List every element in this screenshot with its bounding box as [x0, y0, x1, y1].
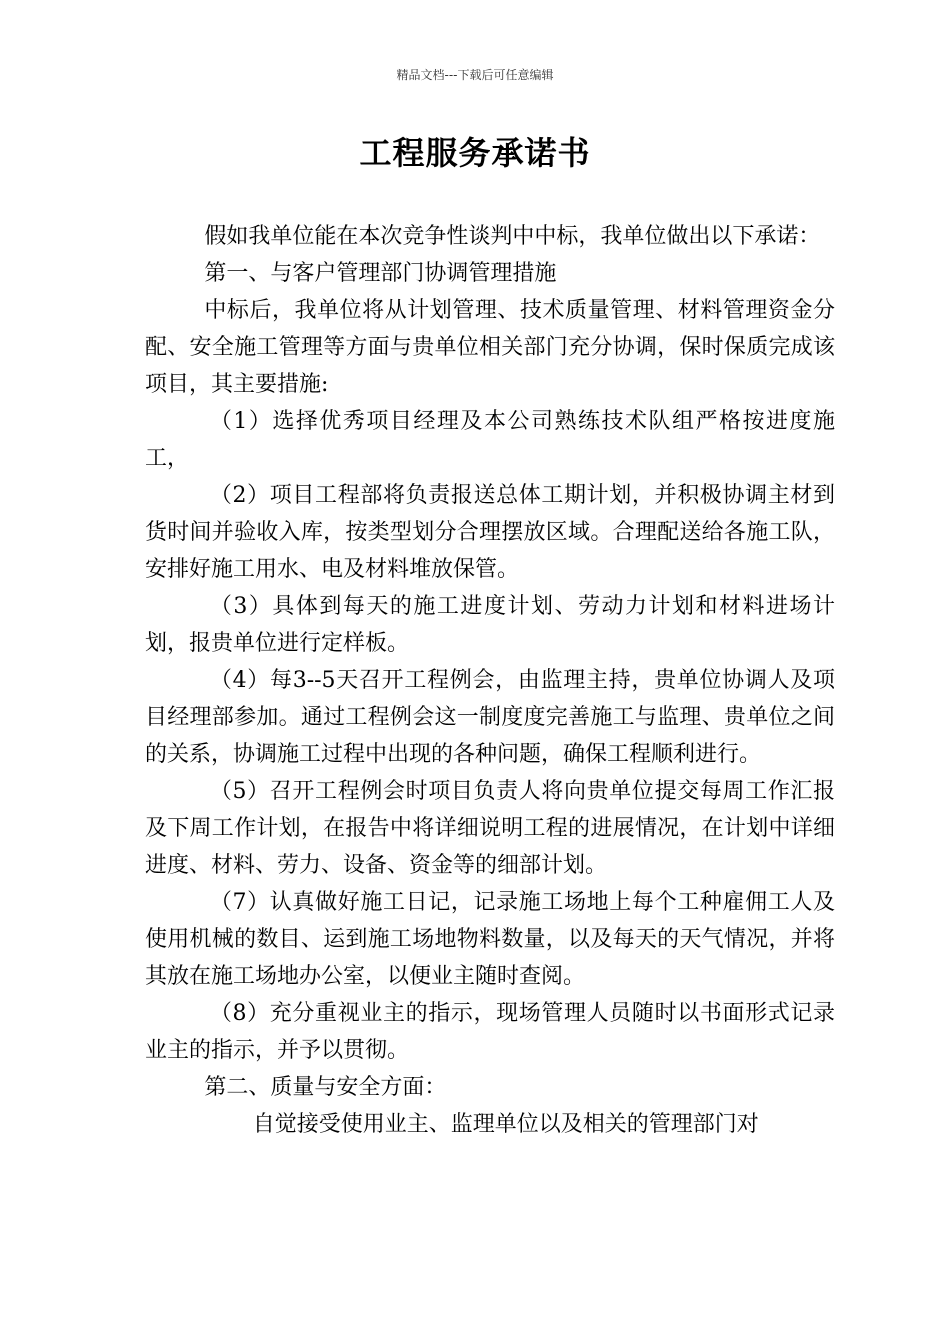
section-heading-2: 第二、质量与安全方面： — [204, 1075, 447, 1100]
list-item-2: （2）项目工程部将负责报送总体工期计划，并积极协调主材到货时间并验收入库，按类型划分合理摆放区域。合理配送给各施工队，安排好施工用水、电及材料堆放保管。 — [145, 483, 835, 582]
section-heading-1: 第一、与客户管理部门协调管理措施 — [204, 261, 557, 286]
paragraph-measures-intro: 中标后，我单位将从计划管理、技术质量管理、材料管理资金分配、安全施工管理等方面与贵单位相关部门充分协调，保时保质完成该项目，其主要措施: — [145, 298, 835, 397]
document-title: 工程服务承诺书 — [359, 134, 591, 172]
document-body — [145, 218, 835, 1143]
list-item-5: （5）召开工程例会时项目负责人将向贵单位提交每周工作汇报及下周工作计划，在报告中将详细说明工程的进展情况，在计划中详细进度、材料、劳力、设备、资金等的细部计划。 — [145, 779, 835, 878]
list-item-3: （3）具体到每天的施工进度计划、劳动力计划和材料进场计划，报贵单位进行定样板。 — [145, 594, 835, 656]
header-note: 精品文档---下载后可任意编辑 — [396, 68, 554, 82]
paragraph-quality: 自觉接受使用业主、监理单位以及相关的管理部门对 — [252, 1112, 759, 1137]
list-item-7: （7）认真做好施工日记，记录施工场地上每个工种雇佣工人及使用机械的数目、运到施工场地物料数量，以及每天的天气情况，并将其放在施工场地办公室，以便业主随时查阅。 — [145, 890, 835, 989]
list-item-4: （4）每3--5天召开工程例会，由监理主持，贵单位协调人及项目经理部参加。通过工程例会这一制度度完善施工与监理、贵单位之间的关系，协调施工过程中出现的各种问题，确保工程顺利进行。 — [145, 668, 835, 767]
list-item-1: （1）选择优秀项目经理及本公司熟练技术队组严格按进度施工， — [145, 409, 835, 471]
paragraph-intro: 假如我单位能在本次竞争性谈判中中标，我单位做出以下承诺： — [204, 224, 821, 249]
list-item-8: （8）充分重视业主的指示，现场管理人员随时以书面形式记录业主的指示，并予以贯彻。 — [145, 1001, 835, 1063]
